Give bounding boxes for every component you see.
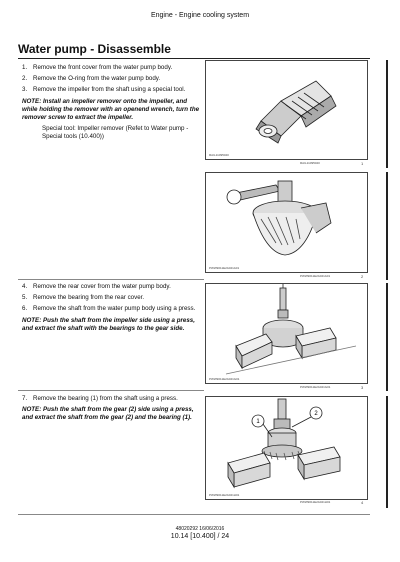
- figure-bearing-press: [205, 396, 368, 500]
- step-text: Remove the O-ring from the water pump body.: [33, 75, 161, 83]
- section-rule: [18, 390, 204, 391]
- figure-reference: PWW9011E2A021A01: [300, 274, 331, 278]
- text-block-a: [22, 64, 202, 142]
- page-header: Engine - Engine cooling system: [150, 12, 250, 19]
- figure-number: 1: [361, 161, 364, 166]
- step-item: [22, 294, 202, 302]
- step-text: Remove the shaft from the water pump body using a press.: [33, 305, 196, 313]
- footer-page-number: 10.14 [10.400] / 24: [170, 533, 230, 540]
- figure-number: 3: [361, 385, 364, 390]
- section-rule: [18, 279, 204, 280]
- section-title: Water pump - Disassemble: [18, 42, 171, 56]
- figure-reference: PWW9011E2A021H01: [300, 500, 331, 504]
- step-number: 3.: [22, 86, 28, 94]
- note-text: NOTE: Push the shaft from the impeller side using a press, and extract the shaft with the bearings to the gear side.: [22, 316, 195, 332]
- impeller-extraction-illustration: [206, 173, 367, 272]
- footer-rule: [18, 514, 370, 515]
- figure-inner-code: PWW9011E2A021A01: [209, 266, 240, 270]
- callout-label: 1: [256, 419, 260, 425]
- margin-change-bar: [386, 60, 388, 168]
- step-item: [22, 64, 202, 72]
- step-item: [22, 283, 202, 291]
- figure-inner-code: PWW9011E2A021G01: [209, 377, 240, 381]
- margin-change-bar: [386, 396, 388, 508]
- figure-reference: PWW9011E2A021G01: [300, 385, 331, 389]
- step-text: Remove the bearing from the rear cover.: [33, 294, 145, 302]
- margin-change-bar: [386, 283, 388, 391]
- step-item: [22, 395, 202, 403]
- step-number: 2.: [22, 75, 28, 83]
- step-text: Remove the bearing (1) from the shaft using a press.: [33, 395, 178, 402]
- margin-change-bar: [386, 172, 388, 280]
- note-text: NOTE: Push the shaft from the gear (2) side using a press, and extract the shaft from the gear (2) and the bearing (1).: [22, 406, 194, 422]
- step-number: 1.: [22, 64, 28, 71]
- step-text: Remove the impeller from the shaft using a special tool.: [33, 86, 186, 94]
- figure-impeller-extraction: [205, 172, 368, 273]
- figure-reference: RAIL11095020: [300, 161, 320, 165]
- figure-number: 4: [361, 500, 364, 505]
- figure-number: 2: [361, 274, 364, 279]
- text-block-c: [22, 395, 202, 426]
- step-text: Remove the rear cover from the water pump body.: [33, 283, 171, 290]
- step-number: 6.: [22, 305, 28, 313]
- figure-inner-code: PWW9011E2A021H01: [209, 493, 240, 497]
- step-number: 7.: [22, 395, 28, 402]
- callout-label: 2: [314, 411, 318, 417]
- step-item: [22, 86, 202, 94]
- impeller-remover-illustration: [206, 61, 367, 159]
- figure-impeller-remover: [205, 60, 368, 160]
- bearing-press-illustration: [206, 397, 367, 499]
- shaft-press-illustration: [206, 284, 367, 383]
- figure-inner-code: RAIL11095020: [209, 153, 229, 157]
- step-item: [22, 305, 202, 313]
- text-block-b: [22, 283, 202, 336]
- title-rule: [18, 58, 370, 59]
- step-item: [22, 75, 202, 83]
- footer-docref: 48020292 16/06/2016: [175, 526, 225, 532]
- figure-shaft-press: [205, 283, 368, 384]
- note-text: NOTE: Install an impeller remover onto the impeller, and while holding the remover with an openend wrench, turn the remover screw to extract the impeller.: [22, 97, 200, 122]
- special-tool-text: Special tool: Impeller remover (Refet to Water pump - Special tools (10.400)): [42, 125, 189, 141]
- step-text: Remove the front cover from the water pump body.: [33, 64, 173, 71]
- step-number: 5.: [22, 294, 28, 302]
- step-number: 4.: [22, 283, 28, 290]
